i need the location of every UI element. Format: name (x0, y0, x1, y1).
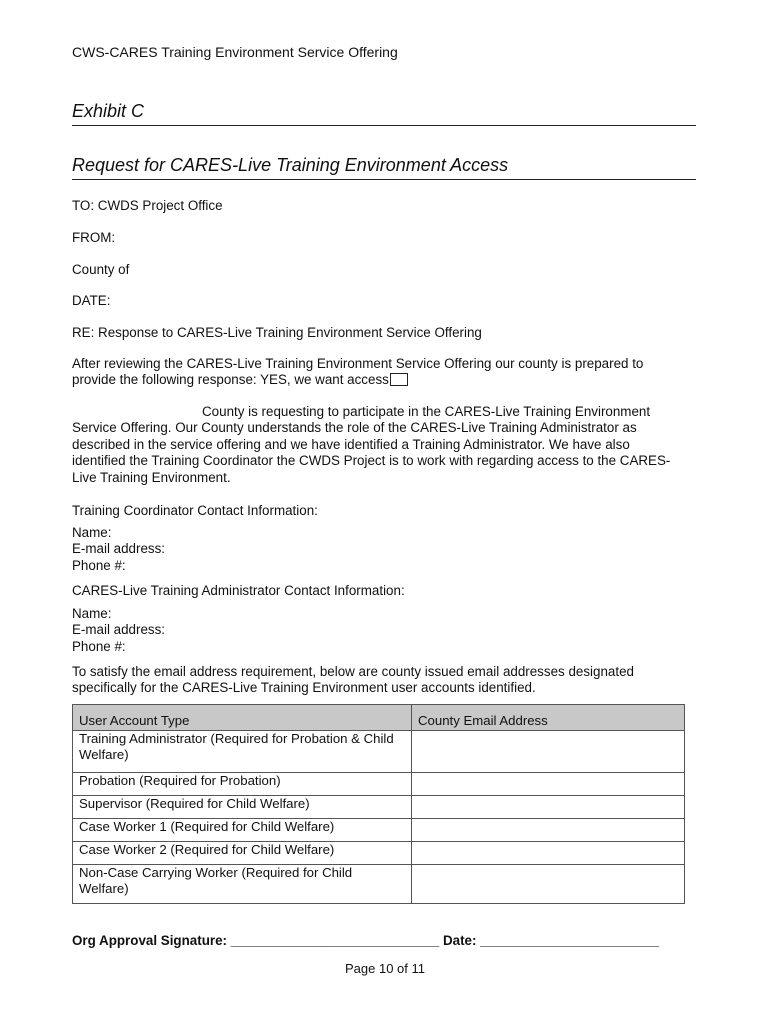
email-cell[interactable] (412, 731, 685, 773)
memo-re: RE: Response to CARES-Live Training Environment Service Offering (72, 325, 482, 340)
account-type-cell: Case Worker 1 (Required for Child Welfare) (73, 819, 412, 842)
email-paragraph: To satisfy the email address requirement, below are county issued email addresses designated specifically for the CARES-Live Training Environment user accounts identified. (72, 664, 634, 696)
administrator-phone-label: Phone #: (72, 638, 126, 654)
response-text: After reviewing the CARES-Live Training Environment Service Offering our county is prepared to provide the following response: YES, we want access (72, 356, 644, 388)
email-cell[interactable] (412, 819, 685, 842)
exhibit-title: Exhibit C (72, 101, 145, 121)
administrator-contact (72, 606, 165, 655)
memo-county: County of (72, 262, 130, 277)
table-row (73, 865, 685, 904)
table-row (73, 819, 685, 842)
document-header: CWS-CARES Training Environment Service Offering (72, 44, 398, 60)
user-account-table (72, 704, 685, 904)
account-type-cell: Training Administrator (Required for Probation & Child Welfare) (73, 731, 412, 773)
email-cell[interactable] (412, 842, 685, 865)
header-user-account-type: User Account Type (73, 705, 412, 731)
yes-access-checkbox[interactable] (390, 373, 408, 386)
memo-date: DATE: (72, 293, 111, 308)
request-title: Request for CARES-Live Training Environment Access (72, 155, 509, 175)
request-rule (72, 179, 696, 180)
org-approval-signature-line[interactable]: Org Approval Signature: ____________________________ Date: ________________________ (72, 933, 659, 948)
county-paragraph: County is requesting to participate in the CARES-Live Training Environment Service Offering. Our County understands the role of the CARES-Live Training Administrator as described in the service offering and we have identified a Training Administrator. We have also identified the Training Coordinator the CWDS Project is to work with regarding access to the CARES-Live Training Environment. (72, 404, 671, 485)
table-row (73, 731, 685, 773)
coordinator-phone-label: Phone #: (72, 557, 126, 573)
table-row (73, 842, 685, 865)
administrator-email-label: E-mail address: (72, 622, 166, 638)
memo-from: FROM: (72, 230, 116, 245)
administrator-name-label: Name: (72, 606, 112, 621)
response-paragraph (72, 356, 677, 389)
table-row (73, 796, 685, 819)
account-type-cell: Probation (Required for Probation) (73, 773, 412, 796)
memo-to: TO: CWDS Project Office (72, 198, 223, 213)
header-county-email-address: County Email Address (412, 705, 685, 731)
account-type-cell: Case Worker 2 (Required for Child Welfare) (73, 842, 412, 865)
account-type-cell: Non-Case Carrying Worker (Required for Child Welfare) (73, 865, 412, 904)
coordinator-email-label: E-mail address: (72, 541, 166, 557)
coordinator-contact (72, 525, 165, 574)
administrator-heading: CARES-Live Training Administrator Contact Information: (72, 583, 405, 598)
email-cell[interactable] (412, 773, 685, 796)
table-header-row (73, 705, 685, 731)
coordinator-heading: Training Coordinator Contact Information: (72, 503, 318, 518)
account-type-cell: Supervisor (Required for Child Welfare) (73, 796, 412, 819)
email-cell[interactable] (412, 865, 685, 904)
page-number: Page 10 of 11 (345, 961, 425, 976)
email-cell[interactable] (412, 796, 685, 819)
exhibit-rule (72, 125, 696, 126)
coordinator-name-label: Name: (72, 525, 112, 540)
table-row (73, 773, 685, 796)
